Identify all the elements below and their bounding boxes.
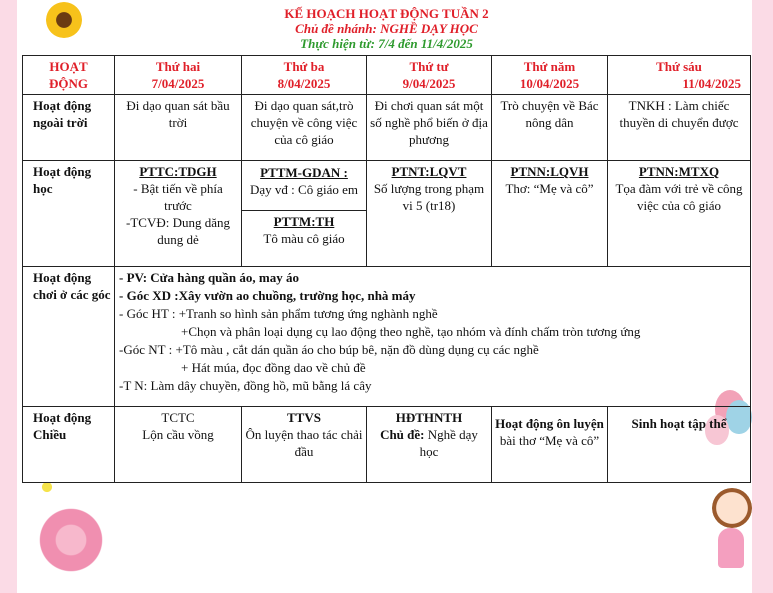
page-header (0, 6, 773, 51)
corner-line: - Góc XD :Xây vườn ao chuồng, trường học, nhà máy (119, 288, 416, 303)
afternoon-mon: TCTC Lộn cầu vồng (115, 407, 242, 483)
study-tue-art: PTTM:TH Tô màu cô giáo (263, 214, 345, 246)
plan-dates: Thực hiện từ: 7/4 đến 11/4/2025 (300, 36, 473, 51)
day-header-mon: Thứ hai 7/04/2025 (115, 56, 242, 95)
outdoor-tue: Đi dạo quan sát,trò chuyện về công việc của cô giáo (242, 95, 367, 161)
outdoor-mon: Đi dạo quan sát bầu trời (115, 95, 242, 161)
study-tue (242, 161, 367, 267)
afternoon-label: Hoạt động Chiều (23, 407, 115, 483)
study-wed: PTNT:LQVT Số lượng trong phạm vi 5 (tr18) (367, 161, 492, 267)
study-thu: PTNN:LQVH Thơ: “Mẹ và cô” (492, 161, 608, 267)
corner-header: HOẠT ĐỘNG (23, 56, 115, 95)
outdoor-row (23, 95, 751, 161)
study-label: Hoạt động học (23, 161, 115, 267)
plan-subtitle: Chủ đề nhánh: NGHỀ DẠY HỌC (295, 21, 478, 36)
pink-flower-icon (36, 505, 106, 575)
afternoon-row (23, 407, 751, 483)
day-header-wed: Thứ tư 9/04/2025 (367, 56, 492, 95)
corner-line: + Hát múa, đọc đồng dao về chủ đề (181, 360, 366, 375)
afternoon-wed: HĐTHNTH Chủ đề: Nghề dạy học (367, 407, 492, 483)
girl-dress (718, 528, 744, 568)
corner-line: - PV: Cửa hàng quần áo, may áo (119, 270, 299, 285)
afternoon-thu: Hoạt động ôn luyện bài thơ “Mẹ và cô” (492, 407, 608, 483)
day-header-tue: Thứ ba 8/04/2025 (242, 56, 367, 95)
study-row (23, 161, 751, 267)
day-header-thu: Thứ năm 10/04/2025 (492, 56, 608, 95)
outdoor-thu: Trò chuyện về Bác nông dân (492, 95, 608, 161)
afternoon-fri: Sinh hoạt tập thể (608, 407, 751, 483)
outdoor-fri: TNKH : Làm chiếc thuyền di chuyển được (608, 95, 751, 161)
corners-content (115, 267, 751, 407)
outdoor-wed: Đi chơi quan sát một số nghề phổ biến ở địa phương (367, 95, 492, 161)
corner-line: -Góc NT : +Tô màu , cắt dán quần áo cho búp bê, nặn đồ dùng dụng cụ các nghề (119, 342, 539, 357)
afternoon-tue: TTVS Ôn luyện thao tác chải đầu (242, 407, 367, 483)
corner-line: - Góc HT : +Tranh so hình sản phẩm tương ứng nghành nghề (119, 306, 438, 321)
girl-illustration (712, 488, 752, 528)
day-header-fri: Thứ sáu 11/04/2025 (608, 56, 751, 95)
study-mon: PTTC:TDGH - Bật tiến về phía trước -TCVĐ: Dung dăng dung dẻ (115, 161, 242, 267)
plan-title: KẾ HOẠCH HOẠT ĐỘNG TUẦN 2 (284, 6, 489, 21)
corners-row (23, 267, 751, 407)
corner-line: -T N: Làm dây chuyền, đồng hồ, mũ bằng lá cây (119, 378, 372, 393)
corner-line: +Chọn và phân loại dụng cụ lao động theo nghề, tạo nhóm và đính chấm tròn tương ứng (181, 324, 641, 339)
study-fri: PTNN:MTXQ Tọa đàm với trẻ về công việc của cô giáo (608, 161, 751, 267)
table-header-row (23, 56, 751, 95)
study-tue-music: PTTM-GDAN : Dạy vđ : Cô giáo em (242, 161, 366, 211)
weekly-plan-table (22, 55, 751, 483)
corners-label: Hoạt động chơi ở các góc (23, 267, 115, 407)
outdoor-label: Hoạt động ngoài trời (23, 95, 115, 161)
